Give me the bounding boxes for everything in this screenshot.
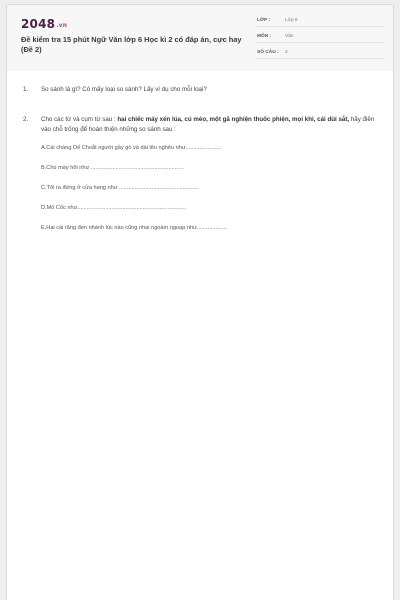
meta-row-grade	[257, 15, 385, 27]
option-d: D.Mỏ Cốc như......................................................................	[41, 205, 187, 211]
option-a: A.Cái chàng Dế Choắt người gầy gò và dài lêu nghêu như.......................	[41, 145, 222, 151]
meta-value: Lớp 6	[285, 18, 298, 23]
question-intro: Cho các từ và cụm từ sau :	[41, 116, 118, 123]
document-header	[7, 5, 393, 71]
meta-label: MÔN :	[257, 34, 272, 39]
meta-row-subject	[257, 31, 385, 43]
question-number: 1.	[23, 86, 29, 93]
document-meta	[257, 15, 385, 63]
meta-row-question-count	[257, 47, 385, 59]
option-b: B.Chú mày hôi như ............................................................	[41, 165, 185, 171]
meta-value: Văn	[285, 34, 294, 39]
meta-value: 2	[285, 50, 288, 55]
question-bold-terms: hai chiếc máy xén lúa, cú mèo, một gã nghiện thuốc phiện, mọi khi, cái dùi sắt,	[117, 116, 350, 123]
option-c: C.Tôi ra đứng ở cửa hang như ...................................................	[41, 185, 199, 191]
logo-text: 2048	[21, 17, 56, 31]
option-e: E.Hai cái răng đen nhánh lúc nào cũng nhai ngoàm ngoạp như...................	[41, 225, 227, 231]
question-instruction: hãy điền vào chỗ trống để hoàn thiện những so sánh sau :	[41, 116, 375, 133]
question-2	[23, 115, 383, 135]
question-2-options	[23, 144, 383, 232]
question-text: So sánh là gì? Có mấy loại so sánh? Lấy ví dụ cho mỗi loại?	[41, 86, 207, 93]
question-number: 2.	[23, 116, 29, 123]
logo-suffix: .vn	[56, 22, 68, 29]
document-title: Đề kiểm tra 15 phút Ngữ Văn lớp 6 Học kì 2 có đáp án, cực hay (Đề 2)	[21, 35, 242, 54]
meta-label: LỚP :	[257, 18, 271, 23]
document-page	[6, 4, 394, 600]
document-content	[23, 85, 383, 244]
site-logo[interactable]	[21, 17, 67, 31]
meta-label: SỐ CÂU :	[257, 50, 279, 55]
question-1	[23, 85, 383, 95]
